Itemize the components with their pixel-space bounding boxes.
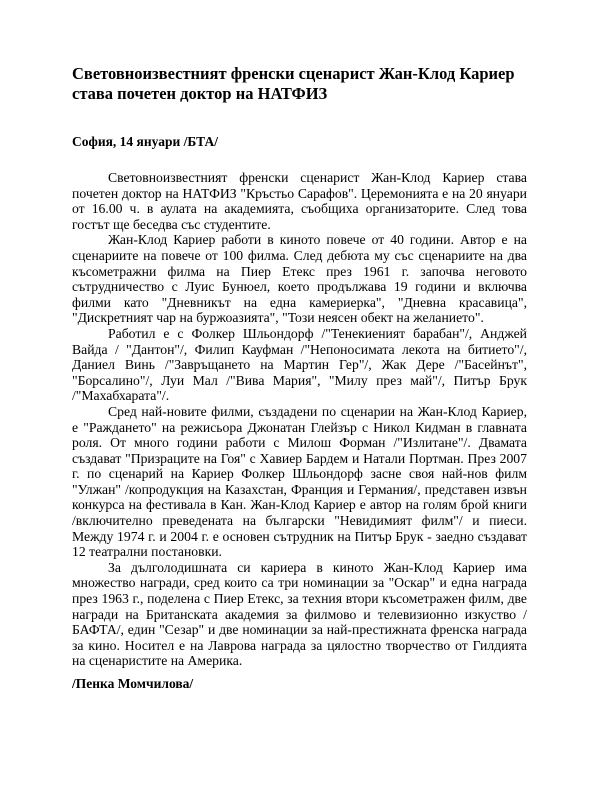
article-paragraph: За дълголодишната си кариера в киното Жан-Клод Кариер има множество награди, сред които са три номинации за "Оскар" и една награда през 1963 г., поделена с Пиер Етекс, за техния втори късометражен филм, две награди на Британската академия за филмово и телевизионно изкуство /БАФТА/, един "Сезар" и две номинации за най-престижната френска награда за кино. Носител е на Лаврова награда за цялостно творчество от Гилдията на сценаристите на Америка. xyxy=(72,559,527,669)
article-paragraph: Жан-Клод Кариер работи в киното повече от 40 години. Автор е на сценариите на повече от 100 филма. След дебюта му със сценариите на два късометражни филма на Пиер Етекс през 1961 г. започва неговото сътрудничество с Луис Бунюел, което продължава 19 години и включва филми като "Дневникът на една камериерка", "Дневна красавица", "Дискретният чар на буржоазията", "Този неясен обект на желанието". xyxy=(72,232,527,326)
article-body xyxy=(72,170,527,669)
article-paragraph: Работил е с Фолкер Шльондорф /"Тенекиеният барабан"/, Анджей Вайда / "Дантон"/, Филип Кауфман /"Непоносимата лекота на битието"/, Даниел Винь /"Завръщането на Мартин Гер"/, Жак Дере /"Басейнът", "Борсалино"/, Луи Мал /"Вива Мария", "Милу през май"/, Питър Брук /"Махабхарата"/. xyxy=(72,325,527,404)
article-author: /Пенка Момчилова/ xyxy=(72,676,194,691)
article-paragraph: Сред най-новите филми, създадени по сценарии на Жан-Клод Кариер, е "Раждането" на режисьора Джонатан Глейзър с Никол Кидман в главната роля. От много години работи с Милош Форман /"Излитане"/. Двамата създават "Призраците на Гоя" с Хавиер Бардем и Натали Портман. През 2007 г. по сценарий на Кариер Фолкер Шльондорф засне своя най-нов филм "Улжан" /копродукция на Казахстан, Франция и Германия/, представен извън конкурса на фестивала в Кан. Жан-Клод Кариер е автор на голям брой книги /включително преведената на български "Невидимият филм"/ и пиеси. Между 1974 г. и 2004 г. е основен сътрудник на Питър Брук - заедно създават 12 театрални постановки. xyxy=(72,403,527,560)
article-dateline: София, 14 януари /БТА/ xyxy=(72,134,218,149)
article-paragraph: Световноизвестният френски сценарист Жан-Клод Кариер става почетен доктор на НАТФИЗ "Кръстьо Сарафов". Церемонията е на 20 януари от 16.00 ч. в аулата на академията, съобщиха организаторите. След това гостът ще беседва със студентите. xyxy=(72,170,527,232)
article-title: Световноизвестният френски сценарист Жан-Клод Кариер става почетен доктор на НАТФИЗ xyxy=(72,64,515,103)
